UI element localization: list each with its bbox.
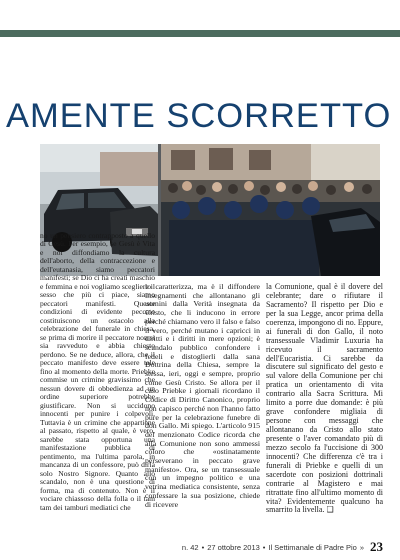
top-color-rule	[0, 30, 400, 37]
page-footer: n. 42 • 27 ottobre 2013 • Il Settimanale di Padre Pio » 23	[181, 539, 383, 554]
article-column-3-text: la Comunione, qual è il dovere del celebrante; dare o rifiutare il Sacramento? Il rispetto per Dio e per la sua Legge, ancor prima della coerenza, impongono di no. Eppure, ai funerali di don Gallo, il noto transessuale Vladimir Luxuria ha ricevuto il sacramento dell'Eucaristia. Ci sarebbe da discutere sul significato del gesto e sul valore della Comunione per chi pratica un orientamento di vita contrario alla Sacra Scrittura. Mi limito a porre due domande: è più grave confondere migliaia di persone con messaggi che allontanano da Cristo allo stato presente o l'aver comandato più di mezzo secolo fa l'uccisione di 300 innocenti? Che differenza c'è tra i funerali di Priebke e quelli di un sacerdote con posizioni dottrinali contrarie al Magistero e mai ritrattate fino all'ultimo momento di vita? Evidentemente qualcuno ha smarrito la livella.	[266, 283, 383, 515]
publication-name: Il Settimanale di Padre Pio	[268, 543, 357, 552]
article-column-3	[266, 283, 383, 518]
issue-number: n. 42	[181, 543, 199, 552]
photo-right-panel	[161, 144, 380, 276]
end-of-article-icon: ❑	[326, 505, 334, 515]
crowd-police-illustration	[161, 144, 380, 276]
page-headline: AMENTE SCORRETTO	[6, 97, 392, 135]
article-column-1: no un pensiero contrapposto a quello di Gesù. Per esempio, se Gesù è Vita e noi diffondiamo la cultura dell'aborto, della contraccezione e dell'eutanasia, siamo peccatori manifesti; se Dio ci ha creati maschio e femmina e noi vogliamo scegliere il sesso che più ci piace, siamo peccatori manifesti. Queste condizioni di evidente peccato costituiscono un ostacolo alla celebrazione del funerale in chiesa, se prima di morire il peccatore non si sia ravveduto e abbia chiesto perdono. Se ne deduce, allora, che il peccato manifesto deve essere tale fino al momento della morte. Priebke commise un crimine gravissimo che nessun dovere di obbedienza ad un ordine superiore potrebbe giustificare. Non si uccidono innocenti per punire i colpevoli. Tuttavia è un crimine che appartiene al passato, rispetto al quale, è vero, sarebbe stata opportuna una manifestazione pubblica di pentimento, ma l'ultima parola, in mancanza di un confessore, può dirla solo Nostro Signore. Quanto allo scandalo, non è una questione di forma, ma di contenuto. Non è il vociare chiassoso della folla o il tam tam dei tamburi mediatici che	[40, 232, 155, 512]
issue-date: 27 ottobre 2013	[207, 543, 260, 552]
article-column-2: lo caratterizza, ma è il diffondere insegnamenti che allontanano gli uomini dalla Verità insegnata da Cristo, che li inducono in errore perché chiamano vero il falso e falso il vero, perché mutano i capricci in diritti e i diritti in mere opzioni; è scandalo pubblico confondere i fedeli e distoglierli dalla sana Dottrina della Chiesa, sempre la stessa, ieri, oggi e sempre, proprio come Gesù Cristo. Se allora per il caso Priebke i giornali ricordano il Codice di Diritto Canonico, proprio non capisco perché non l'hanno fatto pure per la celebrazione funebre di don Gallo. Mi spiego. L'articolo 915 del menzionato Codice ricorda che alla Comunione non sono ammessi coloro che «ostinatamente perseverano in peccato grave manifesto». Ora, se un transessuale con un impegno politico e una vetrina mediatica consistente, senza confessare la sua posizione, chiede di ricevere	[145, 283, 260, 509]
page-number: 23	[370, 539, 383, 554]
